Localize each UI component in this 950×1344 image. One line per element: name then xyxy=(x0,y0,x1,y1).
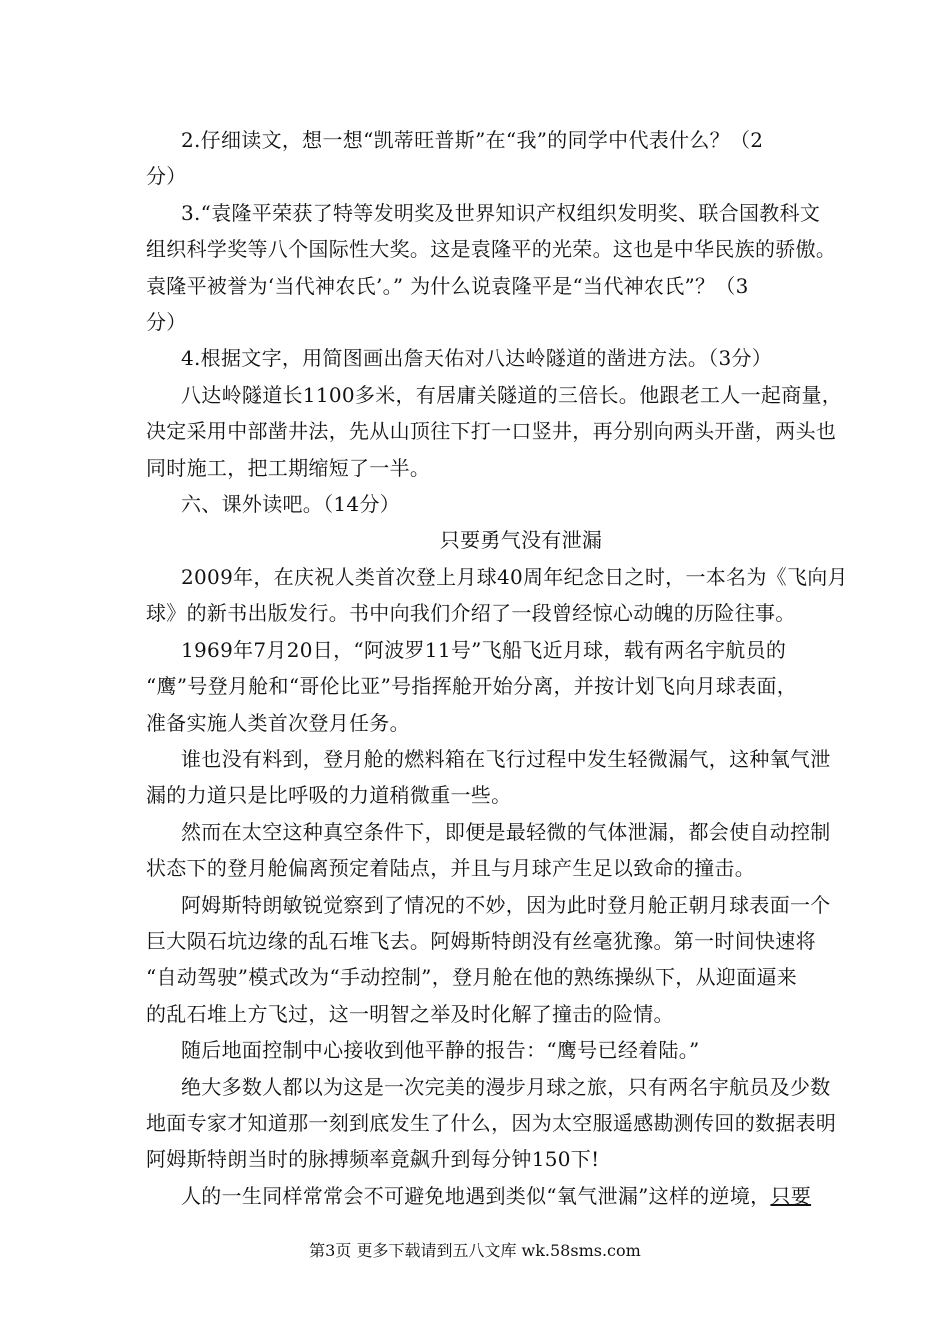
passage-p8-line-1 xyxy=(146,1178,812,1214)
page-content xyxy=(146,122,848,1214)
question-4-line: 4.根据文字，用简图画出詹天佑对八达岭隧道的凿进方法。（3分） xyxy=(181,346,773,371)
section-6-heading: 六、课外读吧。（14分） xyxy=(181,492,401,517)
question-4-passage-line-2: 决定采用中部凿井法，先从山顶往下打一口竖井，再分别向两头开凿，两头也 xyxy=(146,419,837,444)
question-2-line-2: 分） xyxy=(146,164,187,189)
passage-p7-line-2: 地面专家才知道那一刻到底发生了什么，因为太空服遥感勘测传回的数据表明 xyxy=(146,1110,837,1135)
passage-p6-line-1: 随后地面控制中心接收到他平静的报告：“鹰号已经着陆。” xyxy=(181,1038,700,1063)
question-3-line-3: 袁隆平被誉为‘当代神农氏’。” 为什么说袁隆平是“当代神农氏”？（3 xyxy=(146,273,749,298)
passage-p4-line-1: 然而在太空这种真空条件下，即便是最轻微的气体泄漏，都会使自动控制 xyxy=(181,819,831,844)
question-3-line-4: 分） xyxy=(146,310,187,335)
question-2-line-1: 2.仔细读文，想一想“凯蒂旺普斯”在“我”的同学中代表什么？（2 xyxy=(181,128,764,152)
passage-p5-line-2: 巨大陨石坑边缘的乱石堆飞去。阿姆斯特朗没有丝毫犹豫。第一时间快速将 xyxy=(146,928,816,953)
passage-p8-underlined-text: 只要 xyxy=(770,1183,812,1208)
passage-p2-line-2: “鹰”号登月舱和“哥伦比亚”号指挥舱开始分离，并按计划飞向月球表面， xyxy=(146,674,798,699)
question-3-line-2: 组织科学奖等八个国际性大奖。这是袁隆平的光荣。这也是中华民族的骄傲。 xyxy=(146,237,837,262)
passage-p7-line-3: 阿姆斯特朗当时的脉搏频率竟飙升到每分钟150下! xyxy=(146,1147,600,1172)
passage-p1-line-1: 2009年，在庆祝人类首次登上月球40周年纪念日之时，一本名为《飞向月 xyxy=(181,564,848,589)
passage-p5-line-3: “自动驾驶”模式改为“手动控制”，登月舱在他的熟练操纵下，从迎面逼来 xyxy=(146,965,798,990)
passage-title: 只要勇气没有泄漏 xyxy=(439,528,603,553)
passage-p2-line-3: 准备实施人类首次登月任务。 xyxy=(146,710,410,735)
question-4-passage-line-1: 八达岭隧道长1100多米，有居庸关隧道的三倍长。他跟老工人一起商量， xyxy=(181,382,843,407)
passage-p3-line-1: 谁也没有料到，登月舱的燃料箱在飞行过程中发生轻微漏气，这种氧气泄 xyxy=(181,746,831,771)
passage-p4-line-2: 状态下的登月舱偏离预定着陆点，并且与月球产生足以致命的撞击。 xyxy=(146,856,755,881)
question-4-passage-line-3: 同时施工，把工期缩短了一半。 xyxy=(146,455,431,480)
question-3-line-1: 3.“袁隆平荣获了特等发明奖及世界知识产权组织发明奖、联合国教科文 xyxy=(181,200,821,225)
page-footer: 第3页 更多下载请到五八文库 wk.58sms.com xyxy=(309,1241,641,1260)
passage-p7-line-1: 绝大多数人都以为这是一次完美的漫步月球之旅，只有两名宇航员及少数 xyxy=(181,1074,831,1099)
passage-p5-line-4: 的乱石堆上方飞过，这一明智之举及时化解了撞击的险情。 xyxy=(146,1001,674,1026)
passage-p5-line-1: 阿姆斯特朗敏锐觉察到了情况的不妙，因为此时登月舱正朝月球表面一个 xyxy=(181,892,831,917)
passage-p1-line-2: 球》的新书出版发行。书中向我们介绍了一段曾经惊心动魄的历险往事。 xyxy=(146,601,796,626)
passage-p3-line-2: 漏的力道只是比呼吸的力道稍微重一些。 xyxy=(146,783,512,808)
passage-p8-text: 人的一生同样常常会不可避免地遇到类似“氧气泄漏”这样的逆境， xyxy=(181,1183,771,1208)
passage-p2-line-1: 1969年7月20日，“阿波罗11号”飞船飞近月球，载有两名宇航员的 xyxy=(181,637,787,662)
